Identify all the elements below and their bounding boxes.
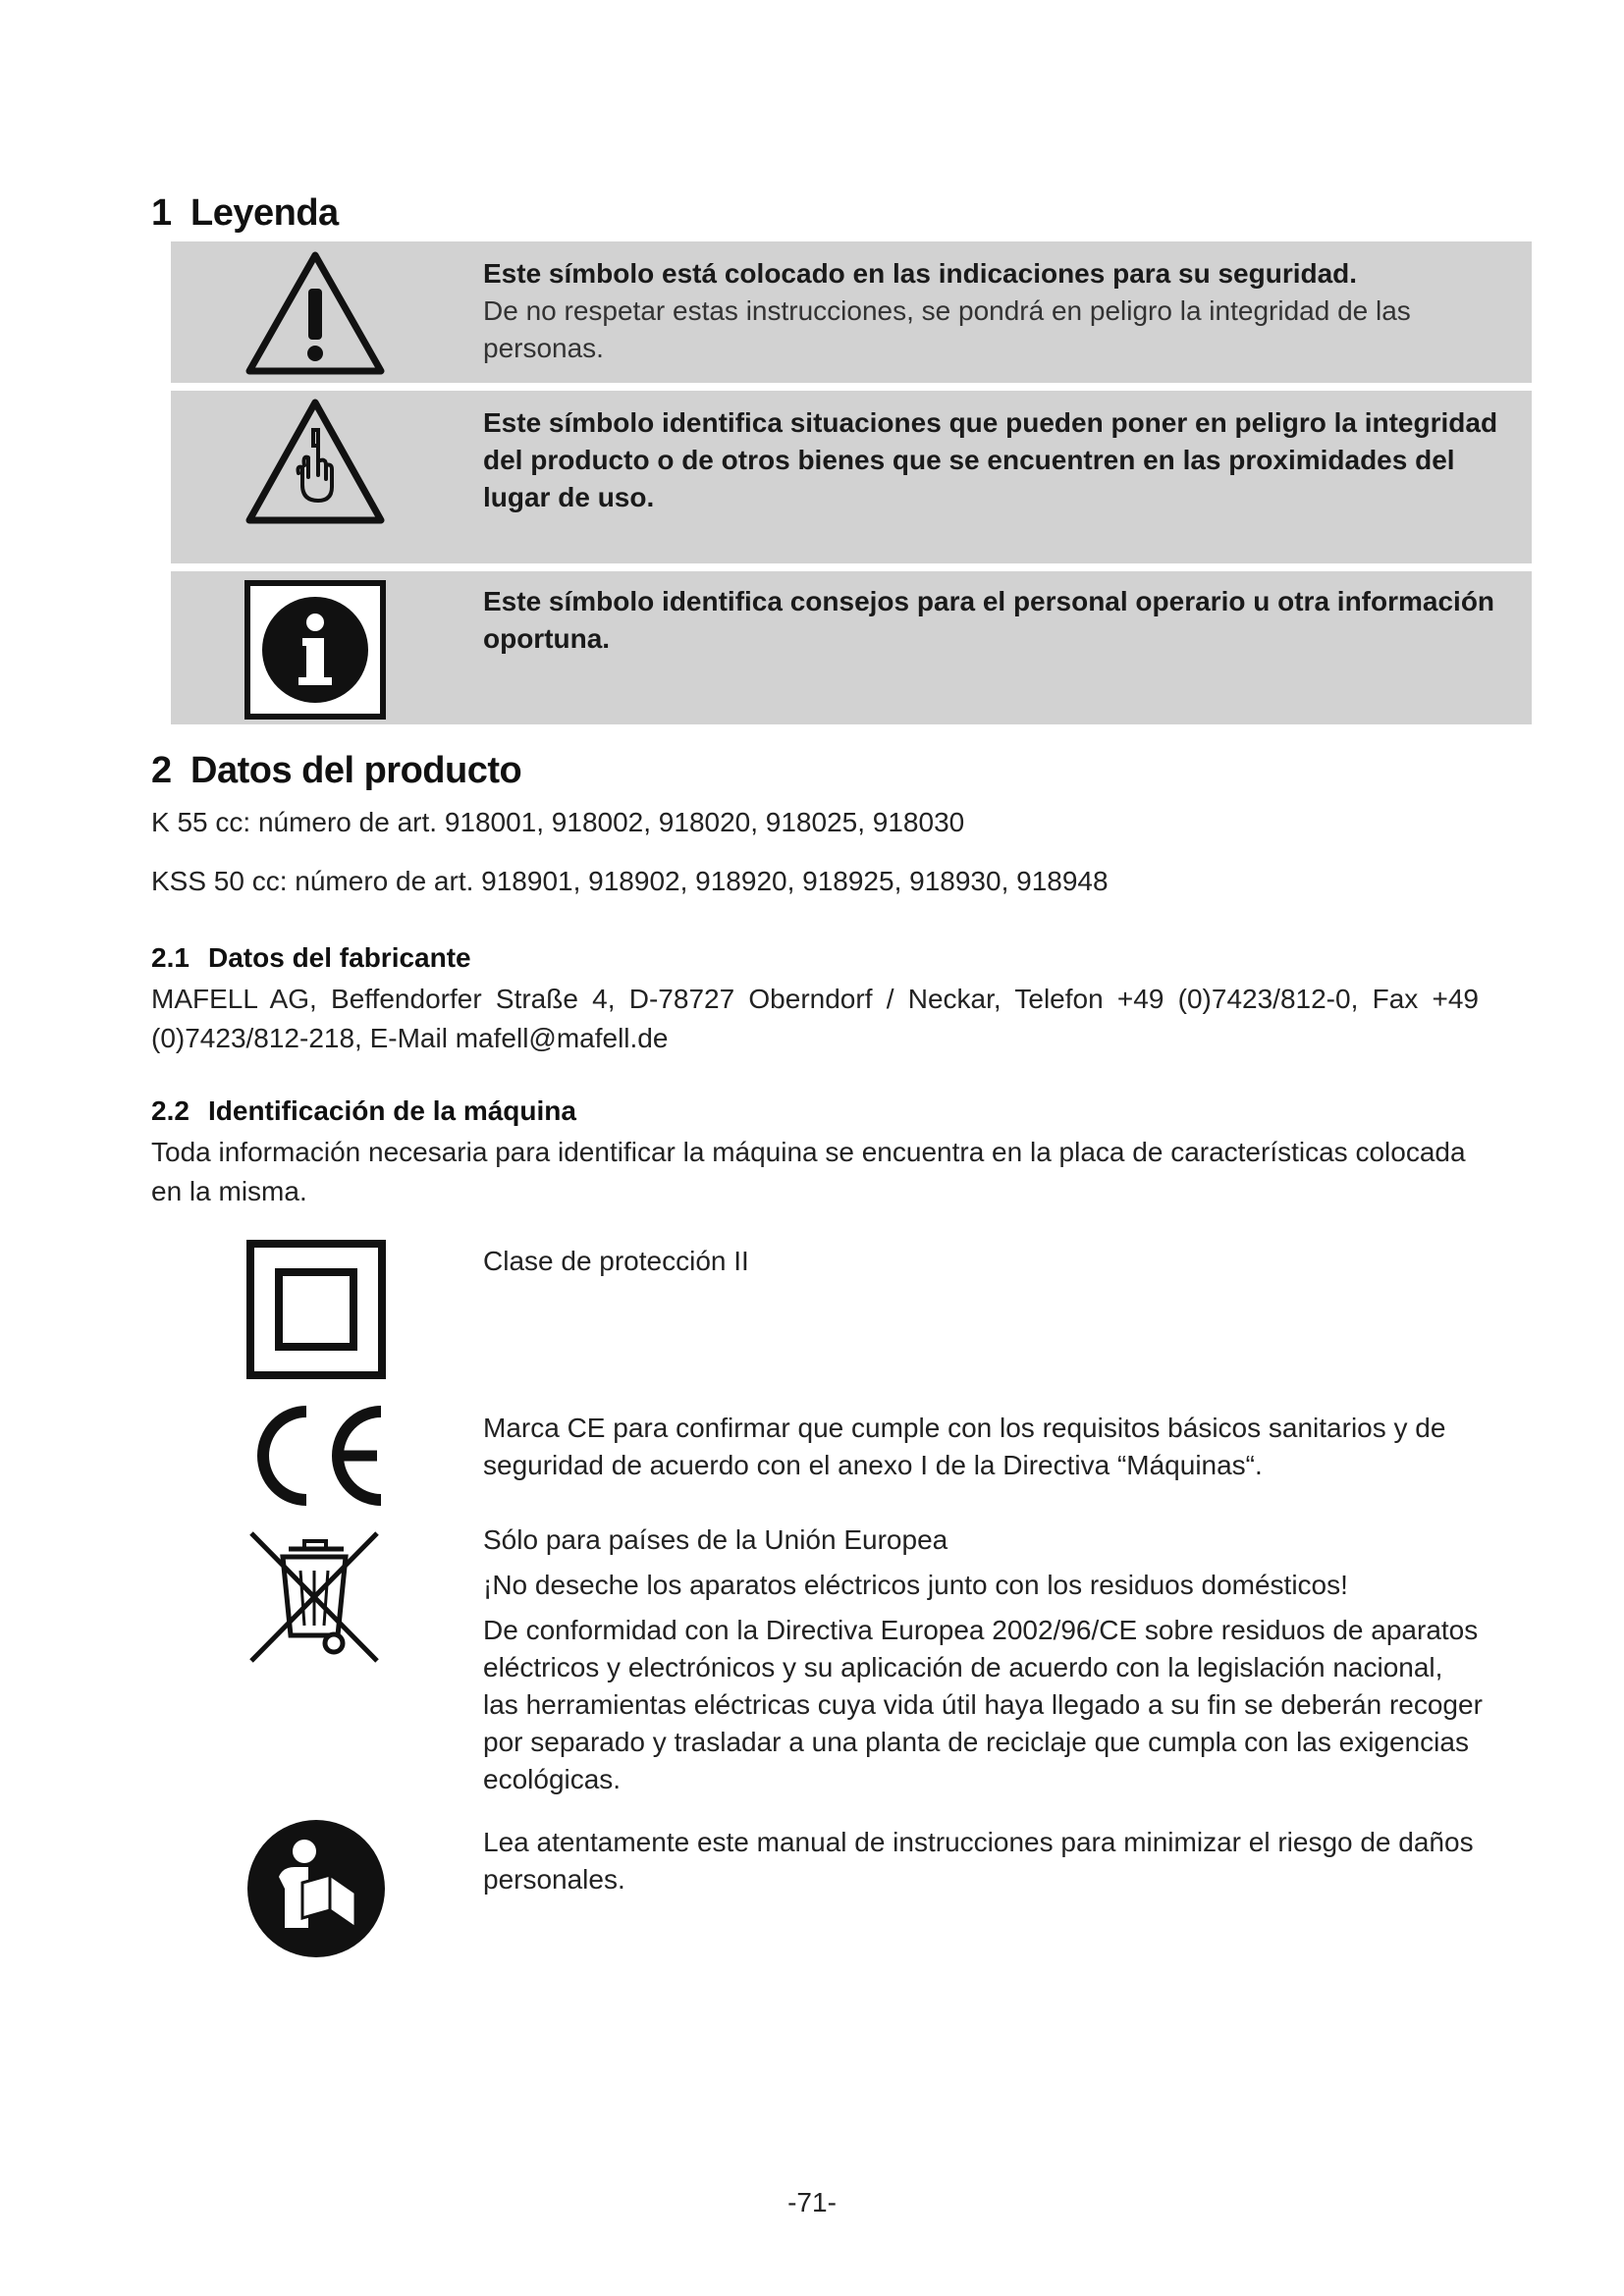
manual-text-block bbox=[483, 1824, 1485, 1906]
caution-hand-icon bbox=[244, 397, 387, 533]
crossed-bin-icon bbox=[245, 1527, 383, 1672]
legend-text-bold: Este símbolo está colocado en las indicaciones para su seguridad. bbox=[483, 258, 1358, 289]
ce-text: Marca CE para confirmar que cumple con los requisitos básicos sanitarios y de seguridad de acuerdo con el anexo I de la Directiva “Máquinas“. bbox=[483, 1413, 1446, 1480]
page-number: -71- bbox=[787, 2187, 837, 2217]
section-2-heading bbox=[151, 750, 521, 792]
subsection-title: Datos del fabricante bbox=[208, 942, 471, 973]
section-number: 1 bbox=[151, 192, 172, 234]
weee-eu-text: Sólo para países de la Unión Europea bbox=[483, 1524, 948, 1555]
subsection-2-2-heading bbox=[151, 1095, 576, 1127]
legend-row-safety bbox=[171, 241, 1532, 383]
section-1-heading bbox=[151, 192, 339, 235]
ce-text-block bbox=[483, 1410, 1485, 1492]
info-icon bbox=[244, 579, 387, 725]
subsection-title: Identificación de la máquina bbox=[208, 1095, 576, 1126]
read-manual-text: Lea atentamente este manual de instrucciones para minimizar el riesgo de daños personales. bbox=[483, 1827, 1474, 1895]
protection-class-text: Clase de protección II bbox=[483, 1246, 749, 1276]
read-manual-icon bbox=[245, 1818, 387, 1964]
legend-row-info bbox=[171, 571, 1532, 724]
weee-directive-text: De conformidad con la Directiva Europea 2002/96/CE sobre residuos de aparatos eléctricos y electrónicos y su aplicación de acuerdo con la legislación nacional, las herramientas eléctricas cuya vida útil haya llegado a su fin se deberán recoger por separado y trasladar a una planta de reciclaje que cumpla con las exigencias ecológicas. bbox=[483, 1615, 1483, 1794]
product-line-kss50: KSS 50 cc: número de art. 918901, 918902, 918920, 918925, 918930, 918948 bbox=[151, 866, 1109, 896]
subsection-2-1-heading bbox=[151, 942, 471, 974]
section-title: Leyenda bbox=[190, 192, 339, 234]
product-line-k55: K 55 cc: número de art. 918001, 918002, 918020, 918025, 918030 bbox=[151, 807, 965, 837]
weee-text-block bbox=[483, 1522, 1485, 1806]
manufacturer-text: MAFELL AG, Beffendorfer Straße 4, D-78727 Oberndorf / Neckar, Telefon +49 (0)7423/812-0, Fax +49 (0)7423/812-218, E-Mail mafell@mafell.de bbox=[151, 984, 1479, 1053]
section-title: Datos del producto bbox=[190, 750, 522, 791]
ce-mark-icon bbox=[245, 1402, 387, 1515]
protection-class-text-block bbox=[483, 1243, 1485, 1288]
subsection-number: 2.2 bbox=[151, 1095, 189, 1126]
legend-text-bold: Este símbolo identifica consejos para el personal operario u otra información oportuna. bbox=[483, 586, 1495, 654]
warning-triangle-icon bbox=[244, 249, 387, 382]
subsection-number: 2.1 bbox=[151, 942, 189, 973]
machine-id-text: Toda información necesaria para identificar la máquina se encuentra en la placa de características colocada en la misma. bbox=[151, 1137, 1466, 1206]
protection-class-2-icon bbox=[245, 1239, 387, 1385]
section-number: 2 bbox=[151, 750, 172, 791]
legend-text: De no respetar estas instrucciones, se pondrá en peligro la integridad de las personas. bbox=[483, 295, 1411, 363]
legend-text-bold: Este símbolo identifica situaciones que pueden poner en peligro la integridad del producto o de otros bienes que se encuentren en las proximidades del lugar de uso. bbox=[483, 407, 1498, 512]
legend-row-property-damage bbox=[171, 391, 1532, 563]
weee-warning-text: ¡No deseche los aparatos eléctricos junto con los residuos domésticos! bbox=[483, 1570, 1348, 1600]
